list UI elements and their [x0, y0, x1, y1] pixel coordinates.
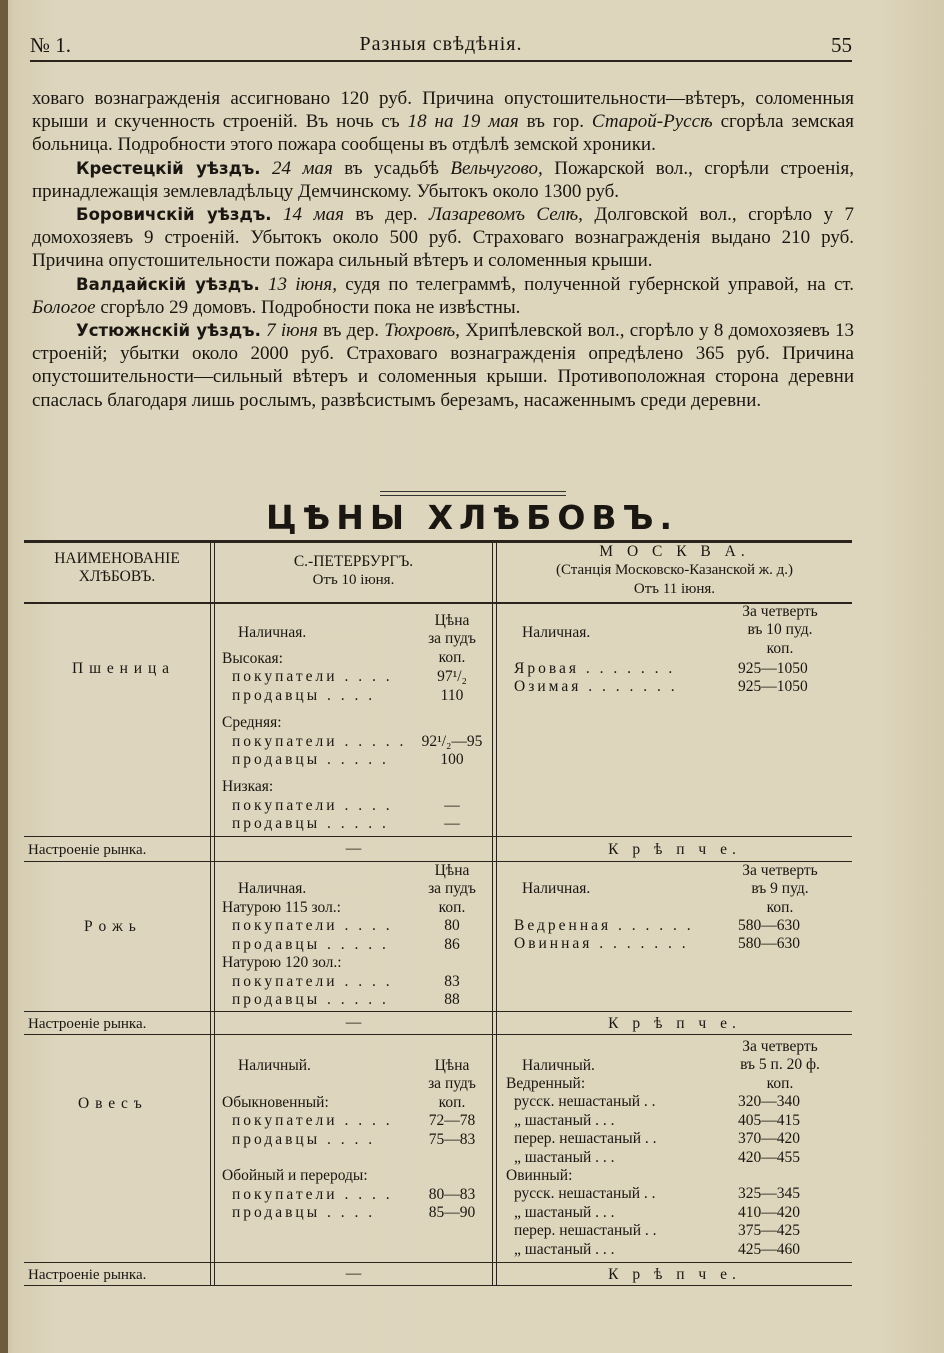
- msk-oats-rows: Ведренный: русск. нешастаный . . „ шастаный . . . перер. нешастаный . . „ шастаный . . . Овинный: русск. нешастаный . . „ шастаный . . . перер. нешастаный . . „ шастаный . . .: [506, 1075, 657, 1258]
- column-rule: [492, 540, 493, 1286]
- page-edge: [0, 0, 8, 1353]
- grain-oats: О в е с ъ: [78, 1095, 143, 1112]
- grain-wheat: П ш е н и ц а: [72, 660, 171, 677]
- msk-unit: За четверть въ 10 пуд. коп.: [742, 603, 818, 657]
- market-mood-label: Настроеніе рынка.: [28, 842, 147, 858]
- msk-unit: За четверть въ 5 п. 20 ф. коп.: [740, 1038, 820, 1092]
- spb-cash-label: Наличная.: [238, 880, 307, 897]
- market-mood-spb: —: [345, 1014, 362, 1031]
- spb-unit: Цѣна за пудъ коп.: [428, 862, 476, 916]
- spb-rye-rows: Натурою 115 зол.: покупатели . . . . продавцы . . . . . Натурою 120 зол.: покупатели . . . . продавцы . . . . .: [222, 899, 393, 1009]
- spb-unit: Цѣна за пудъ коп.: [428, 1057, 476, 1111]
- running-header: [30, 30, 852, 60]
- market-mood-label: Настроеніе рынка.: [28, 1016, 147, 1032]
- table-title: ЦѢНЫ ХЛѢБОВЪ.: [265, 498, 679, 537]
- spb-cash-label: Наличная.: [238, 624, 307, 641]
- column-rule: [214, 540, 215, 1286]
- spb-wheat-prices: 97¹/₂ 110 92¹/₂—95 100 — —: [421, 668, 483, 833]
- market-mood-moscow: К р ѣ п ч е.: [608, 841, 741, 858]
- msk-cash-label: Наличная.: [522, 880, 591, 897]
- issue-number: № 1.: [30, 33, 72, 57]
- grain-rye: Р о ж ь: [84, 918, 137, 935]
- row-rule: [24, 1011, 852, 1012]
- section-title: Разныя свѣдѣнія.: [359, 33, 523, 55]
- msk-unit: За четверть въ 9 пуд. коп.: [742, 862, 818, 916]
- msk-oats-prices: 320—340 405—415 370—420 420—455 325—345 410—420 375—425 425—460: [738, 1093, 800, 1258]
- col-header-name: НАИМЕНОВАНІЕ ХЛѢБОВЪ.: [54, 550, 180, 586]
- title-ornament: [380, 491, 566, 496]
- body-text: [32, 87, 854, 412]
- column-rule: [496, 540, 497, 1286]
- col-header-spb: С.-ПЕТЕРБУРГЪ. Отъ 10 іюня.: [293, 553, 414, 589]
- spb-rye-prices: 80 86 83 88: [444, 917, 460, 1009]
- spb-wheat-rows: Высокая: покупатели . . . . продавцы . . . . Средняя: покупатели . . . . . продавцы . . . . . Низкая: покупатели . . . . продавцы . . . . .: [222, 650, 407, 833]
- market-mood-spb: —: [345, 840, 362, 857]
- msk-rye-prices: 580—630 580—630: [738, 917, 800, 953]
- paragraph-1: ховаго вознагражденія ассигновано 120 руб. Причина опустошительности—вѣтеръ, соломенныя крыши и скученность строеній. Въ ночь съ 18 на 19 мая въ гор. Старой-Руссѣ сгорѣла земская больница. Подробности этого пожара сообщены въ отдѣлѣ земской хроники.: [32, 88, 855, 156]
- row-rule: [24, 1034, 852, 1035]
- paragraph-borovichsky: Боровичскій уѣздъ. 14 мая въ дер. Лазаревомъ Селѣ, Долговской вол., сгорѣло у 7 домохозяевъ 9 строеній. Убытокъ около 500 руб. Страховаго вознагражденія выдано 210 руб. Причина опустошительности пожара сильный вѣтеръ и соломенныя крыши.: [32, 204, 855, 272]
- column-rule: [210, 540, 211, 1286]
- spb-cash-label: Наличный.: [238, 1057, 311, 1074]
- paragraph-krestetsky: Крестецкій уѣздъ. 24 мая въ усадьбѣ Вельчугово, Пожарской вол., сгорѣли строенія, принадлежащія землевладѣльцу Демчинскому. Убытокъ около 1300 руб.: [32, 157, 855, 202]
- msk-wheat-prices: 925—1050 925—1050: [738, 660, 808, 696]
- header-rule: [30, 60, 852, 62]
- grain-prices-table: [24, 540, 852, 1286]
- spb-oats-rows: Обыкновенный: покупатели . . . . продавцы . . . . Обойный и перероды: покупатели . . . . продавцы . . . .: [222, 1094, 393, 1222]
- msk-cash-label: Наличный.: [522, 1057, 595, 1074]
- paragraph-ustyuzhensky: Устюжнскій уѣздъ. 7 іюня въ дер. Тюхровѣ, Хрипѣлевской вол., сгорѣло у 8 домохозяевъ 13 строеній; убытки около 2000 руб. Страховаго вознагражденія опредѣлено 365 руб. Причина опустошительности—сильный вѣтеръ и соломенныя крыши. Противоположная сторона деревни спаслась благодаря лишь рослымъ, развѣсистымъ березамъ, насаженнымъ среди деревни.: [32, 320, 855, 411]
- msk-cash-label: Наличная.: [522, 624, 591, 641]
- msk-rye-rows: Ведренная . . . . . . Овинная . . . . . . .: [514, 917, 694, 953]
- row-rule: [24, 1285, 852, 1286]
- row-rule: [24, 836, 852, 837]
- spb-oats-prices: 72—78 75—83 80—83 85—90: [428, 1112, 476, 1222]
- page-number: 55: [831, 33, 852, 57]
- paragraph-valdaisky: Валдайскій уѣздъ. 13 іюня, судя по телеграммѣ, полученной губернской управой, на ст. Бологое сгорѣло 29 домовъ. Подробности пока не извѣстны.: [32, 273, 854, 318]
- col-header-moscow: М О С К В А. (Станція Московско-Казанской ж. д.) Отъ 11 іюня.: [555, 543, 794, 597]
- market-mood-moscow: К р ѣ п ч е.: [608, 1266, 741, 1283]
- market-mood-spb: —: [345, 1265, 362, 1282]
- spb-unit: Цѣна за пудъ коп.: [428, 612, 476, 666]
- msk-wheat-rows: Яровая . . . . . . . Озимая . . . . . . .: [514, 660, 678, 696]
- market-mood-moscow: К р ѣ п ч е.: [608, 1015, 741, 1032]
- market-mood-label: Настроеніе рынка.: [28, 1267, 147, 1283]
- row-rule: [24, 1262, 852, 1263]
